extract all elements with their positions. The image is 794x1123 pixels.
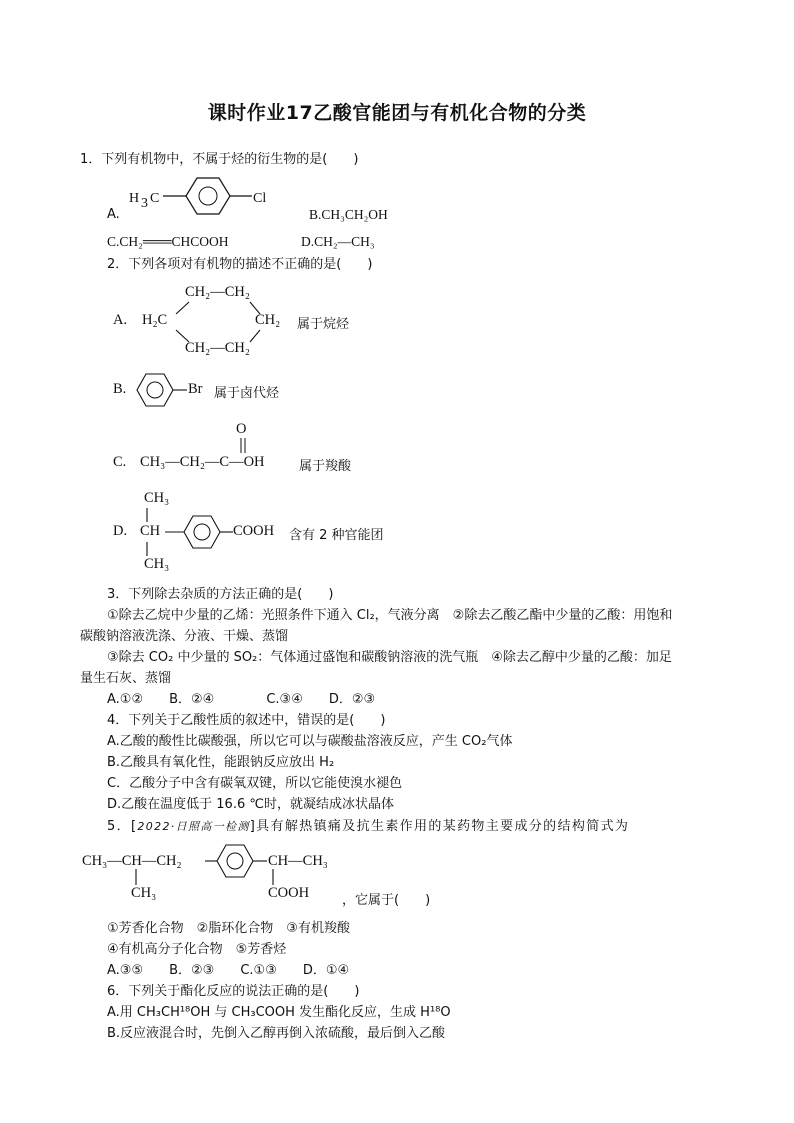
q2-d-structure: [140, 507, 240, 559]
q3-line-2: 碳酸钠溶液洗涤、分液、干燥、蒸馏: [80, 629, 289, 644]
benzene-ring-icon: [137, 374, 173, 406]
q5-struct-right: CH—CH₃: [268, 853, 328, 869]
q5-struct-ring: [205, 843, 275, 879]
q2-stem: 2．下列各项对有机物的描述不正确的是( ): [107, 257, 373, 272]
q2-a-bottom: CH₂—CH₂: [185, 340, 250, 356]
q2-b-structure: [135, 372, 195, 408]
q1-option-c: C.CH₂═══CHCOOH: [107, 234, 229, 249]
q1-option-a-structure: [126, 176, 286, 216]
q5-struct-left: CH₃—CH—CH₂: [82, 853, 182, 869]
q6-stem: 6．下列关于酯化反应的说法正确的是( ): [107, 984, 360, 999]
q1-a-h: H: [129, 191, 140, 206]
q1-option-a-label: A.: [107, 207, 120, 222]
q2-a-top: CH₂—CH₂: [185, 284, 250, 300]
q1-a-c: C: [150, 191, 160, 206]
q2-d-cooh: COOH: [233, 523, 275, 539]
q3-line-1: ①除去乙烷中少量的乙烯：光照条件下通入 Cl₂，气液分离 ②除去乙酸乙酯中少量的乙酸：用饱和: [107, 608, 673, 623]
q6-option-a: A.用 CH₃CH¹⁸OH 与 CH₃COOH 发生酯化反应，生成 H¹⁸O: [107, 1005, 451, 1020]
q2-a-desc: 属于烷烃: [297, 317, 350, 332]
q5-stem: [107, 818, 629, 836]
q2-a-label: A.: [113, 312, 128, 328]
q1-option-b: B.CH₃CH₂OH: [309, 207, 388, 222]
q5-struct-ch3: CH₃: [131, 885, 157, 901]
q5-stem-prefix: 5．[: [107, 819, 138, 834]
q4-option-a: A.乙酸的酸性比碳酸强，所以它可以与碳酸盐溶液反应，产生 CO₂气体: [107, 734, 513, 749]
q5-line-1: ①芳香化合物 ②脂环化合物 ③有机羧酸: [107, 921, 350, 936]
q2-b-label: B.: [113, 381, 127, 397]
q2-d-ch3-top: CH₃: [144, 490, 170, 506]
benzene-ring-icon: [184, 516, 220, 548]
q3-line-3: ③除去 CO₂ 中少量的 SO₂：气体通过盛饱和碳酸钠溶液的洗气瓶 ④除去乙醇中少量的乙酸：加足: [107, 650, 672, 665]
q2-a-right: CH₂: [255, 312, 281, 328]
q2-a-ring-bonds: [160, 296, 270, 348]
q2-c-label: C.: [113, 454, 127, 470]
q2-b-br: Br: [188, 381, 203, 397]
q1-a-cl: Cl: [253, 191, 267, 206]
q2-c-double-bond: [238, 437, 250, 455]
benzene-ring-icon: [186, 178, 230, 214]
page-title: 课时作业17乙酸官能团与有机化合物的分类: [207, 102, 587, 124]
benzene-ring-icon: [217, 845, 253, 877]
q2-d-desc: 含有 2 种官能团: [289, 528, 384, 543]
q2-d-ch: CH: [140, 523, 161, 539]
q6-option-b: B.反应液混合时，先倒入乙醇再倒入浓硫酸，最后倒入乙酸: [107, 1026, 446, 1041]
q1-stem: 1．下列有机物中，不属于烃的衍生物的是( ): [80, 152, 359, 167]
q4-option-c: C．乙酸分子中含有碳氧双键，所以它能使溴水褪色: [107, 776, 403, 791]
q5-options: A.③⑤ B．②③ C.①③ D．①④: [107, 963, 350, 978]
q2-b-desc: 属于卤代烃: [214, 386, 280, 401]
q5-source: 2022·日照高一检测: [137, 820, 250, 833]
q4-option-d: D.乙酸在温度低于 16.6 ℃时，就凝结成冰状晶体: [107, 797, 394, 812]
q5-struct-cooh: COOH: [268, 885, 310, 901]
q5-belongs: ，它属于( ): [342, 893, 431, 908]
q5-stem-rest: ]具有解热镇痛及抗生素作用的某药物主要成分的结构简式为: [249, 819, 630, 834]
q1-option-d: D.CH₂—CH₃: [301, 234, 375, 249]
q3-line-4: 量生石灰、蒸馏: [80, 671, 172, 686]
q2-c-desc: 属于羧酸: [299, 459, 352, 474]
q2-d-ch3-bottom: CH₃: [144, 556, 170, 572]
q2-c-o: O: [236, 421, 247, 437]
q2-c-formula: CH₃—CH₂—C—OH: [140, 454, 265, 470]
q2-a-left: H₂C: [142, 312, 168, 328]
q5-line-2: ④有机高分子化合物 ⑤芳香烃: [107, 942, 287, 957]
q4-option-b: B.乙酸具有氧化性，能跟钠反应放出 H₂: [107, 755, 335, 770]
q3-stem: 3．下列除去杂质的方法正确的是( ): [107, 587, 334, 602]
q2-d-label: D.: [113, 523, 128, 539]
q3-options: A.①② B．②④ C.③④ D．②③: [107, 692, 376, 707]
q1-a-sub: 3: [141, 196, 148, 211]
q4-stem: 4．下列关于乙酸性质的叙述中，错误的是( ): [107, 713, 386, 728]
